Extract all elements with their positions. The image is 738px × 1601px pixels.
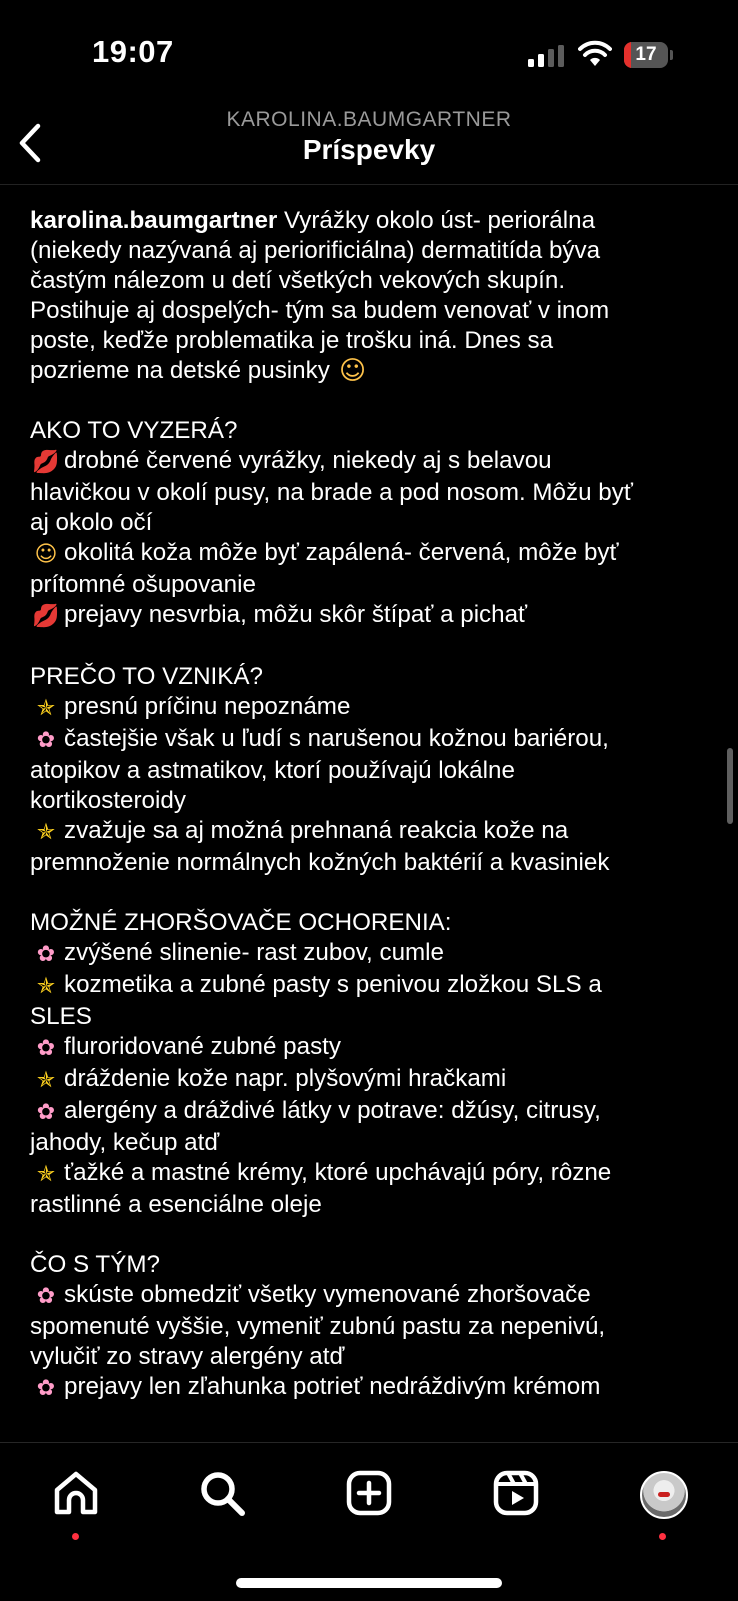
caption-intro-line: pozrieme na detské pusinky bbox=[30, 357, 330, 384]
section-heading: PREČO TO VZNIKÁ? bbox=[30, 663, 263, 690]
flower-emoji-icon: ✿ bbox=[36, 728, 56, 753]
status-bar bbox=[0, 0, 738, 108]
caption-intro-line: Vyrážky okolo úst- periorálna bbox=[277, 207, 596, 234]
list-item: jahody, kečup atď bbox=[30, 1129, 220, 1156]
tab-home[interactable] bbox=[46, 1463, 106, 1523]
list-item: premnoženie normálnych kožných baktérií a kvasiniek bbox=[30, 849, 610, 876]
home-indicator[interactable] bbox=[236, 1578, 502, 1588]
profile-avatar[interactable] bbox=[640, 1471, 688, 1519]
battery-icon bbox=[624, 42, 674, 68]
list-item: alergény a dráždivé látky v potrave: džúsy, citrusy, bbox=[64, 1097, 601, 1124]
caption-intro-line: Postihuje aj dospelých- tým sa budem venovať v inom bbox=[30, 297, 610, 324]
flower-emoji-icon: ✿ bbox=[36, 1100, 56, 1125]
profile-notification-dot bbox=[659, 1533, 666, 1540]
list-item: okolitá koža môže byť zapálená- červená, môže byť bbox=[64, 539, 619, 566]
star-emoji-icon: ✯ bbox=[36, 820, 56, 845]
caption-intro-line: poste, keďže problematika je trošku iná. Dnes sa bbox=[30, 327, 554, 354]
list-item: prejavy nesvrbia, môžu skôr štípať a pichať bbox=[64, 601, 528, 628]
caption-intro-line: (niekedy nazývaná aj periorificiálna) dermatitída býva bbox=[30, 237, 601, 264]
star-emoji-icon: ✯ bbox=[36, 1068, 56, 1093]
battery-percentage: 17 bbox=[635, 44, 657, 65]
nav-header bbox=[0, 104, 738, 185]
tab-reels[interactable] bbox=[486, 1463, 546, 1523]
wifi-icon bbox=[578, 40, 612, 68]
list-item: ťažké a mastné krémy, ktoré upchávajú póry, rôzne bbox=[64, 1159, 612, 1186]
flower-emoji-icon: ✿ bbox=[36, 1284, 56, 1309]
caption-intro-line: častým nálezom u detí všetkých vekových skupín. bbox=[30, 267, 566, 294]
home-icon bbox=[51, 1468, 101, 1518]
post-caption bbox=[30, 206, 720, 1404]
tab-create[interactable] bbox=[339, 1463, 399, 1523]
list-item: presnú príčinu nepoznáme bbox=[64, 693, 351, 720]
star-emoji-icon: ✯ bbox=[36, 696, 56, 721]
reels-icon bbox=[491, 1468, 541, 1518]
flower-emoji-icon: ✿ bbox=[36, 942, 56, 967]
flower-emoji-icon: ✿ bbox=[36, 1036, 56, 1061]
list-item: častejšie však u ľudí s narušenou kožnou bariérou, bbox=[64, 725, 609, 752]
section-heading: AKO TO VYZERÁ? bbox=[30, 417, 238, 444]
list-item: zvažuje sa aj možná prehnaná reakcia kože na bbox=[64, 817, 569, 844]
list-item: drobné červené vyrážky, niekedy aj s belavou bbox=[64, 447, 552, 474]
list-item: SLES bbox=[30, 1003, 92, 1030]
lips-emoji-icon: 💋 bbox=[32, 604, 60, 629]
list-item: vylučiť zo stravy alergény atď bbox=[30, 1343, 345, 1370]
search-icon bbox=[197, 1468, 247, 1518]
list-item: hlavičkou v okolí pusy, na brade a pod nosom. Môžu byť bbox=[30, 479, 633, 506]
section-heading: MOŽNÉ ZHORŠOVAČE OCHORENIA: bbox=[30, 909, 452, 936]
flower-emoji-icon: ✿ bbox=[36, 1376, 56, 1401]
list-item: kortikosteroidy bbox=[30, 787, 186, 814]
list-item: aj okolo očí bbox=[30, 509, 153, 536]
baby-emoji-icon: ☺ bbox=[34, 542, 58, 567]
list-item: atopikov a astmatikov, ktorí používajú lokálne bbox=[30, 757, 515, 784]
section-heading: ČO S TÝM? bbox=[30, 1251, 160, 1278]
status-time: 19:07 bbox=[92, 34, 174, 69]
list-item: zvýšené slinenie- rast zubov, cumle bbox=[64, 939, 444, 966]
list-item: dráždenie kože napr. plyšovými hračkami bbox=[64, 1065, 507, 1092]
smiling-face-emoji-icon: ☺ bbox=[339, 356, 367, 386]
list-item: prejavy len zľahunka potrieť nedráždivým krémom bbox=[64, 1373, 601, 1400]
home-notification-dot bbox=[72, 1533, 79, 1540]
list-item: rastlinné a esenciálne oleje bbox=[30, 1191, 322, 1218]
cellular-signal-icon bbox=[528, 45, 568, 67]
star-emoji-icon: ✯ bbox=[36, 1162, 56, 1187]
post-content[interactable] bbox=[0, 180, 738, 1442]
list-item: kozmetika a zubné pasty s penivou zložkou SLS a bbox=[64, 971, 602, 998]
star-emoji-icon: ✯ bbox=[36, 974, 56, 999]
tab-search[interactable] bbox=[192, 1463, 252, 1523]
list-item: fluroridované zubné pasty bbox=[64, 1033, 341, 1060]
page-title: Príspevky bbox=[302, 134, 436, 165]
create-post-icon bbox=[344, 1468, 394, 1518]
header-username[interactable]: KAROLINA.BAUMGARTNER bbox=[226, 108, 512, 131]
list-item: spomenuté vyššie, vymeniť zubnú pastu za nepenivú, bbox=[30, 1313, 606, 1340]
list-item: prítomné ošupovanie bbox=[30, 571, 256, 598]
list-item: skúste obmedziť všetky vymenované zhoršovače bbox=[64, 1281, 591, 1308]
scroll-indicator[interactable] bbox=[727, 748, 733, 824]
lips-emoji-icon: 💋 bbox=[32, 450, 60, 475]
caption-username[interactable]: karolina.baumgartner bbox=[30, 207, 278, 234]
